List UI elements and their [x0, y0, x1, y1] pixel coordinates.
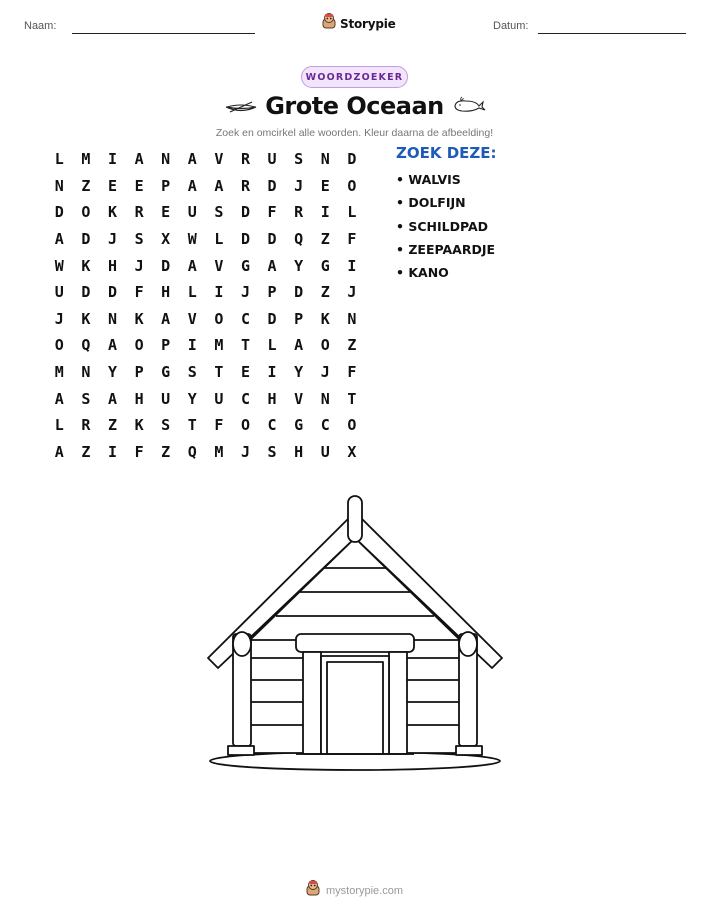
grid-cell: T: [187, 416, 197, 435]
grid-cell: D: [294, 283, 304, 302]
grid-cell: S: [134, 230, 144, 249]
grid-cell: F: [267, 203, 277, 222]
grid-cell: J: [134, 256, 144, 275]
grid-cell: F: [134, 442, 144, 461]
grid-cell: P: [161, 336, 171, 355]
grid-cell: S: [81, 389, 91, 408]
word-item: • DOLFIJN: [396, 195, 466, 211]
grid-cell: Z: [320, 283, 330, 302]
grid-cell: K: [81, 256, 91, 275]
grid-cell: P: [134, 363, 144, 382]
grid-cell: A: [187, 256, 197, 275]
grid-cell: R: [240, 176, 250, 195]
grid-cell: K: [320, 309, 330, 328]
grid-cell: A: [187, 150, 197, 169]
word-search-grid: [46, 146, 366, 465]
word-list: [396, 170, 495, 286]
grid-cell: L: [54, 416, 64, 435]
grid-cell: C: [240, 389, 250, 408]
grid-cell: L: [214, 230, 224, 249]
grid-cell: Y: [107, 363, 117, 382]
name-label: Naam:: [24, 20, 57, 32]
grid-cell: C: [267, 416, 277, 435]
grid-cell: N: [347, 309, 357, 328]
grid-cell: H: [267, 389, 277, 408]
grid-cell: A: [267, 256, 277, 275]
grid-cell: E: [134, 176, 144, 195]
grid-cell: N: [320, 389, 330, 408]
brand-name: Storypie: [340, 16, 396, 31]
grid-cell: J: [240, 442, 250, 461]
grid-cell: V: [214, 150, 224, 169]
grid-cell: O: [240, 416, 250, 435]
grid-cell: D: [267, 176, 277, 195]
grid-cell: C: [240, 309, 250, 328]
grid-cell: C: [320, 416, 330, 435]
brand-logo: [322, 13, 396, 34]
grid-cell: I: [214, 283, 224, 302]
word-item: • ZEEPAARDJE: [396, 241, 496, 257]
grid-cell: U: [320, 442, 330, 461]
storypie-mascot-icon: [322, 13, 336, 34]
word-item: • WALVIS: [396, 172, 461, 187]
grid-cell: Y: [294, 363, 304, 382]
grid-cell: D: [240, 230, 250, 249]
date-line: [538, 33, 686, 34]
grid-cell: A: [294, 336, 304, 355]
grid-cell: F: [134, 283, 144, 302]
grid-cell: E: [107, 176, 117, 195]
grid-cell: U: [187, 203, 197, 222]
grid-cell: S: [187, 363, 197, 382]
grid-cell: Z: [81, 442, 91, 461]
grid-cell: D: [347, 150, 357, 169]
grid-cell: R: [240, 150, 250, 169]
grid-cell: O: [214, 309, 224, 328]
grid-cell: F: [214, 416, 224, 435]
grid-cell: Z: [81, 176, 91, 195]
grid-cell: O: [81, 203, 91, 222]
grid-cell: U: [214, 389, 224, 408]
grid-cell: U: [161, 389, 171, 408]
grid-cell: M: [81, 150, 91, 169]
grid-cell: L: [54, 150, 64, 169]
grid-cell: R: [134, 203, 144, 222]
grid-cell: A: [161, 309, 171, 328]
grid-cell: O: [347, 416, 357, 435]
grid-cell: A: [187, 176, 197, 195]
grid-cell: F: [347, 230, 357, 249]
grid-cell: I: [107, 442, 117, 461]
grid-cell: J: [347, 283, 357, 302]
grid-cell: Q: [187, 442, 197, 461]
grid-cell: G: [161, 363, 171, 382]
grid-cell: A: [214, 176, 224, 195]
grid-cell: J: [240, 283, 250, 302]
grid-cell: M: [54, 363, 64, 382]
grid-cell: D: [81, 230, 91, 249]
grid-cell: A: [134, 150, 144, 169]
grid-cell: E: [161, 203, 171, 222]
grid-cell: X: [161, 230, 171, 249]
grid-cell: X: [347, 442, 357, 461]
grid-cell: S: [267, 442, 277, 461]
grid-cell: L: [267, 336, 277, 355]
footer-url: mystorypie.com: [326, 884, 404, 897]
grid-cell: K: [107, 203, 117, 222]
grid-cell: I: [107, 150, 117, 169]
grid-cell: N: [54, 176, 64, 195]
grid-cell: D: [240, 203, 250, 222]
grid-cell: D: [161, 256, 171, 275]
instructions: Zoek en omcirkel alle woorden. Kleur daarna de afbeelding!: [215, 127, 494, 139]
grid-cell: I: [187, 336, 197, 355]
date-label: Datum:: [493, 20, 529, 32]
grid-cell: O: [347, 176, 357, 195]
name-line: [72, 33, 255, 34]
grid-cell: R: [294, 203, 304, 222]
grid-cell: N: [161, 150, 171, 169]
grid-cell: V: [187, 309, 197, 328]
grid-cell: T: [347, 389, 357, 408]
grid-cell: U: [267, 150, 277, 169]
grid-cell: F: [347, 363, 357, 382]
grid-cell: A: [54, 442, 64, 461]
grid-cell: S: [214, 203, 224, 222]
grid-cell: Z: [107, 416, 117, 435]
grid-cell: S: [161, 416, 171, 435]
grid-cell: K: [81, 309, 91, 328]
grid-cell: H: [134, 389, 144, 408]
grid-cell: L: [347, 203, 357, 222]
word-item: • SCHILDPAD: [396, 218, 489, 234]
grid-cell: P: [267, 283, 277, 302]
grid-cell: Z: [161, 442, 171, 461]
puzzle-type-badge: WOORDZOEKER: [301, 66, 408, 88]
word-item: • KANO: [396, 265, 449, 281]
grid-cell: J: [294, 176, 304, 195]
grid-cell: U: [54, 283, 64, 302]
word-list-title: ZOEK DEZE:: [396, 144, 497, 162]
grid-cell: D: [81, 283, 91, 302]
grid-cell: Y: [187, 389, 197, 408]
grid-cell: D: [54, 203, 64, 222]
grid-cell: T: [240, 336, 250, 355]
grid-cell: T: [214, 363, 224, 382]
grid-cell: E: [240, 363, 250, 382]
grid-cell: M: [214, 442, 224, 461]
grid-cell: H: [107, 256, 117, 275]
grid-cell: S: [294, 150, 304, 169]
grid-cell: W: [54, 256, 64, 275]
grid-cell: I: [267, 363, 277, 382]
grid-cell: Z: [320, 230, 330, 249]
grid-cell: J: [320, 363, 330, 382]
grid-cell: I: [347, 256, 357, 275]
grid-cell: Z: [347, 336, 357, 355]
grid-cell: P: [294, 309, 304, 328]
grid-cell: N: [81, 363, 91, 382]
grid-cell: D: [267, 309, 277, 328]
grid-cell: G: [240, 256, 250, 275]
grid-cell: M: [214, 336, 224, 355]
grid-cell: O: [134, 336, 144, 355]
grid-cell: A: [107, 336, 117, 355]
grid-cell: A: [107, 389, 117, 408]
grid-cell: Q: [294, 230, 304, 249]
grid-cell: G: [320, 256, 330, 275]
grid-cell: V: [294, 389, 304, 408]
grid-cell: E: [320, 176, 330, 195]
grid-cell: Y: [294, 256, 304, 275]
grid-cell: J: [54, 309, 64, 328]
grid-cell: W: [187, 230, 197, 249]
grid-cell: H: [294, 442, 304, 461]
grid-cell: G: [294, 416, 304, 435]
grid-cell: N: [320, 150, 330, 169]
grid-cell: V: [214, 256, 224, 275]
house-illustration: [204, 490, 506, 781]
grid-cell: N: [107, 309, 117, 328]
storypie-mascot-icon: [306, 880, 320, 901]
grid-cell: H: [161, 283, 171, 302]
grid-cell: Q: [81, 336, 91, 355]
grid-cell: K: [134, 309, 144, 328]
page-title: Grote Oceaan: [265, 92, 444, 120]
grid-cell: A: [54, 230, 64, 249]
grid-cell: O: [54, 336, 64, 355]
grid-cell: L: [187, 283, 197, 302]
whale-icon: [452, 96, 486, 119]
grid-cell: I: [320, 203, 330, 222]
grid-cell: P: [161, 176, 171, 195]
footer: [306, 880, 403, 901]
grid-cell: O: [320, 336, 330, 355]
grid-cell: D: [107, 283, 117, 302]
grid-cell: R: [81, 416, 91, 435]
grid-cell: A: [54, 389, 64, 408]
grid-cell: J: [107, 230, 117, 249]
grid-cell: D: [267, 230, 277, 249]
grid-cell: K: [134, 416, 144, 435]
